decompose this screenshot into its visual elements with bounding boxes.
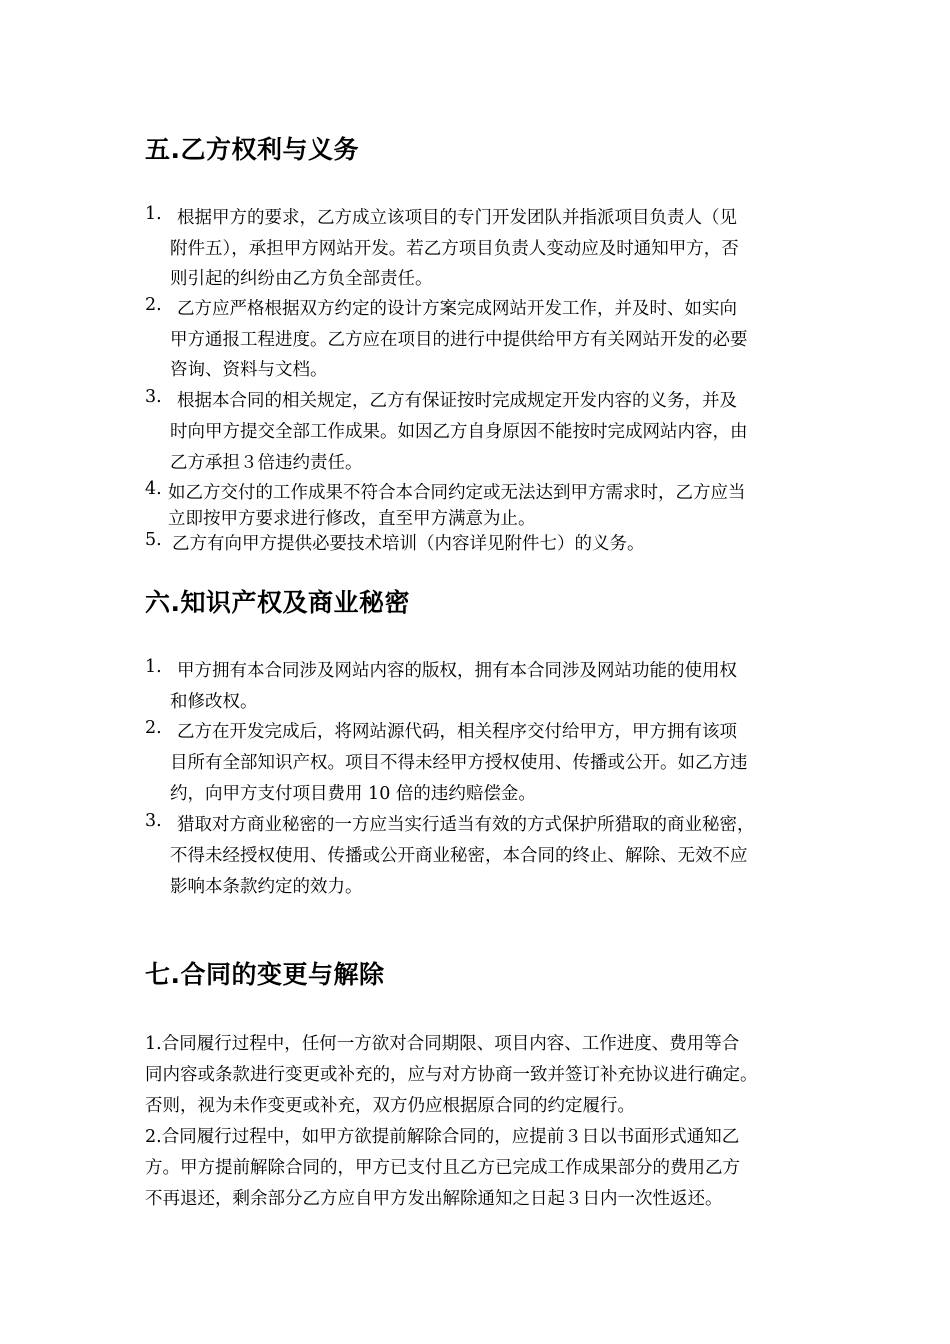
item-line: 根据甲方的要求，乙方成立该项目的专门开发团队并指派项目负责人（见 xyxy=(177,208,737,228)
item-number: 1. xyxy=(145,657,162,677)
item-number: 3. xyxy=(145,387,162,407)
item-number: 1. xyxy=(145,204,162,224)
item-line: 附件五），承担甲方网站开发。若乙方项目负责人变动应及时通知甲方，否 xyxy=(170,239,739,259)
item-line: 根据本合同的相关规定，乙方有保证按时完成规定开发内容的义务，并及 xyxy=(177,391,737,411)
paragraph-line: 同内容或条款进行变更或补充的，应与对方协商一致并签订补充协议进行确定。 xyxy=(145,1065,758,1085)
section-heading: 五.乙方权利与义务 xyxy=(145,135,359,164)
paragraph-line: 不再退还，剩余部分乙方应自甲方发出解除通知之日起３日内一次性返还。 xyxy=(145,1189,723,1209)
item-line: 则引起的纠纷由乙方负全部责任。 xyxy=(170,269,433,289)
item-line: 约，向甲方支付项目费用 10 倍的违约赔偿金。 xyxy=(170,784,536,804)
item-line: 甲方拥有本合同涉及网站内容的版权，拥有本合同涉及网站功能的使用权 xyxy=(177,661,737,681)
item-line: 目所有全部知识产权。项目不得未经甲方授权使用、传播或公开。如乙方违 xyxy=(170,753,748,773)
item-line: 和修改权。 xyxy=(170,692,258,712)
item-line: 乙方在开发完成后，将网站源代码，相关程序交付给甲方，甲方拥有该项 xyxy=(177,722,737,742)
item-line: 甲方通报工程进度。乙方应在项目的进行中提供给甲方有关网站开发的必要 xyxy=(170,330,748,350)
item-line: 时向甲方提交全部工作成果。如因乙方自身原因不能按时完成网站内容，由 xyxy=(170,422,748,442)
item-number: 2. xyxy=(145,718,162,738)
item-line: 影响本条款约定的效力。 xyxy=(170,877,363,897)
item-line: 咨询、资料与文档。 xyxy=(170,360,328,380)
item-line: 立即按甲方要求进行修改，直至甲方满意为止。 xyxy=(168,509,536,529)
item-line: 乙方应严格根据双方约定的设计方案完成网站开发工作，并及时、如实向 xyxy=(177,299,737,319)
paragraph-line: 方。甲方提前解除合同的，甲方已支付且乙方已完成工作成果部分的费用乙方 xyxy=(145,1158,740,1178)
item-number: 5. xyxy=(145,530,162,550)
item-line: 猎取对方商业秘密的一方应当实行适当有效的方式保护所猎取的商业秘密， xyxy=(177,815,755,835)
section-heading: 六.知识产权及商业秘密 xyxy=(145,588,410,617)
paragraph-line: 2.合同履行过程中，如甲方欲提前解除合同的，应提前３日以书面形式通知乙 xyxy=(145,1127,740,1147)
paragraph-line: 1.合同履行过程中，任何一方欲对合同期限、项目内容、工作进度、费用等合 xyxy=(145,1034,740,1054)
item-number: 2. xyxy=(145,295,162,315)
section-heading: 七.合同的变更与解除 xyxy=(145,960,385,989)
item-line: 乙方有向甲方提供必要技术培训（内容详见附件七）的义务。 xyxy=(172,534,645,554)
item-line: 不得未经授权使用、传播或公开商业秘密，本合同的终止、解除、无效不应 xyxy=(170,846,748,866)
item-line: 乙方承担３倍违约责任。 xyxy=(170,453,363,473)
item-number: 4. xyxy=(145,479,162,499)
item-number: 3. xyxy=(145,811,162,831)
paragraph-line: 否则，视为未作变更或补充，双方仍应根据原合同的约定履行。 xyxy=(145,1096,635,1116)
item-line: 如乙方交付的工作成果不符合本合同约定或无法达到甲方需求时，乙方应当 xyxy=(168,483,746,503)
